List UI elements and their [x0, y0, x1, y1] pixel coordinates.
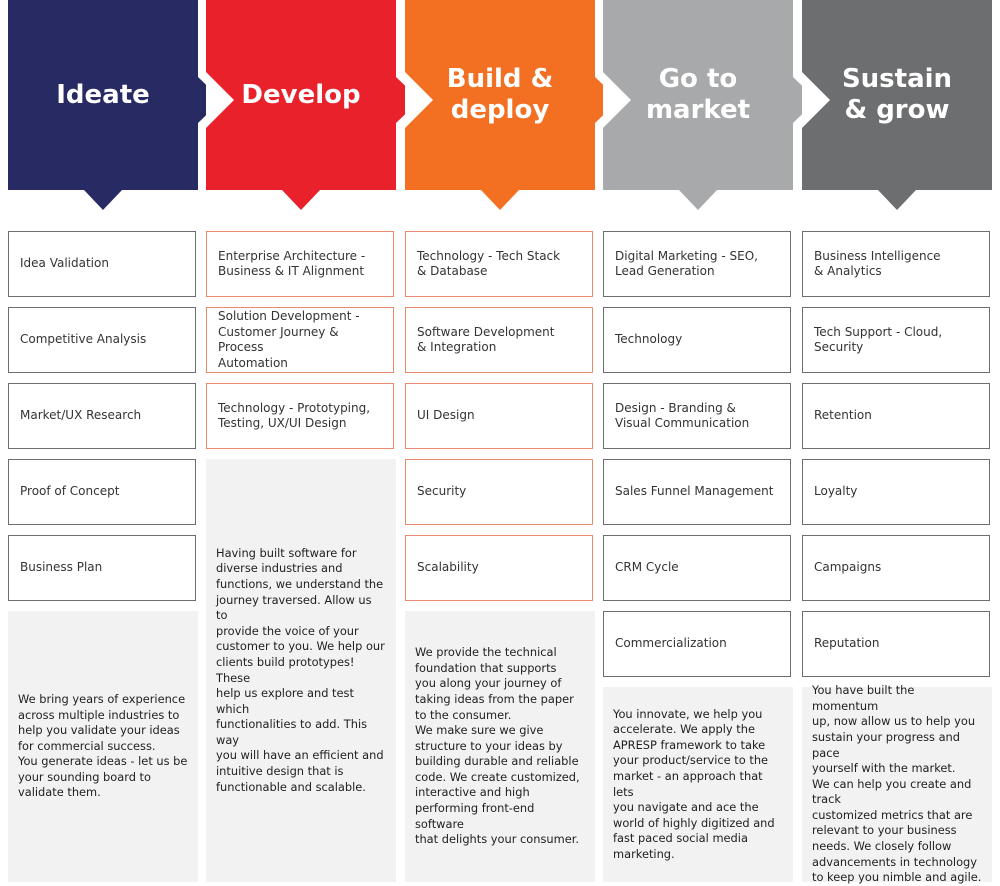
stage-item: Proof of Concept	[8, 459, 196, 525]
stage-item: Retention	[802, 383, 990, 449]
stage-description: You have built the momentum up, now allow us to help you sustain your progress and pace yourself with the market. We can help you create and track customized metrics that are relevant to your business needs. We closely follow advancements in technology to keep you nimble and agile.	[802, 687, 992, 882]
stage-title: Build & deploy	[446, 64, 554, 125]
stage-item: Campaigns	[802, 535, 990, 601]
stage-item: Business Intelligence & Analytics	[802, 231, 990, 297]
stage-title: Go to market	[645, 64, 751, 125]
stage-description: Having built software for diverse industries and functions, we understand the journey traversed. Allow us to provide the voice of your customer to you. We help our clients build prototypes! These help us explore and test which functionalities to add. This way you will have an efficient and intuitive design that is functionable and scalable.	[206, 459, 396, 882]
stage-title: Ideate	[56, 79, 150, 110]
stage-item: CRM Cycle	[603, 535, 791, 601]
stage-item: UI Design	[405, 383, 593, 449]
stage-description: We bring years of experience across multiple industries to help you validate your ideas for commercial success. You generate ideas - let us be your sounding board to validate them.	[8, 611, 198, 882]
stage-item: Idea Validation	[8, 231, 196, 297]
stage-item: Digital Marketing - SEO, Lead Generation	[603, 231, 791, 297]
stage-header-build-deploy	[405, 0, 595, 210]
stage-description: We provide the technical foundation that supports you along your journey of taking ideas from the paper to the consumer. We make sure we give structure to your ideas by building durable and reliable code. We create customized, interactive and high performing front-end software that delights your consumer.	[405, 611, 595, 882]
stage-header-go-to-market	[603, 0, 793, 210]
stage-title: Develop	[241, 79, 361, 110]
stage-item: Scalability	[405, 535, 593, 601]
stage-description: You innovate, we help you accelerate. We apply the APRESP framework to take your product/service to the market - an approach that lets you navigate and ace the world of highly digitized and fast paced social media marketing.	[603, 687, 793, 882]
stage-item: Solution Development - Customer Journey & Process Automation	[206, 307, 394, 373]
stage-item: Technology - Prototyping, Testing, UX/UI Design	[206, 383, 394, 449]
stage-header-sustain-grow	[802, 0, 992, 210]
stage-item: Design - Branding & Visual Communication	[603, 383, 791, 449]
stage-item: Business Plan	[8, 535, 196, 601]
stage-title: Sustain & grow	[841, 64, 953, 125]
column-build-deploy	[405, 0, 595, 882]
column-develop	[206, 0, 396, 882]
column-sustain-grow	[802, 0, 992, 885]
stage-item: Enterprise Architecture - Business & IT Alignment	[206, 231, 394, 297]
stage-item: Commercialization	[603, 611, 791, 677]
stage-item: Competitive Analysis	[8, 307, 196, 373]
stage-header-develop	[206, 0, 396, 210]
stage-item: Sales Funnel Management	[603, 459, 791, 525]
stage-header-ideate	[8, 0, 198, 210]
stage-item: Technology	[603, 307, 791, 373]
column-ideate	[8, 0, 198, 882]
column-go-to-market	[603, 0, 793, 882]
stage-item: Tech Support - Cloud, Security	[802, 307, 990, 373]
stage-item: Software Development & Integration	[405, 307, 593, 373]
stage-item: Reputation	[802, 611, 990, 677]
stage-item: Loyalty	[802, 459, 990, 525]
stage-item: Technology - Tech Stack & Database	[405, 231, 593, 297]
stage-item: Security	[405, 459, 593, 525]
stage-item: Market/UX Research	[8, 383, 196, 449]
